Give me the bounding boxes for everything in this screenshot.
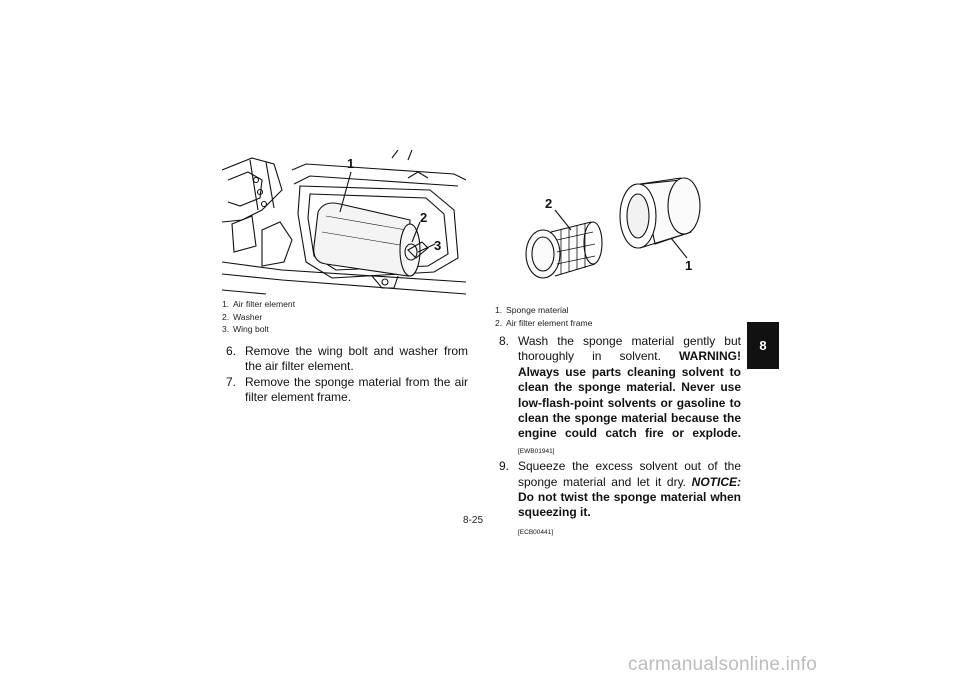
callout-1: 1 <box>685 258 693 273</box>
caption-item: 1. Air filter element <box>222 299 296 309</box>
step-8: 8. Wash the sponge material gently but thoroughly in solvent. WARNING! Always use parts cleaning solvent to clean the sponge material. Never use low-flash-point solvents or gasoline to clean the sponge material because the engine could catch fire or explode. [EWB01941] <box>499 334 741 455</box>
warning-code: [EWB01941] <box>518 447 555 455</box>
right-figure-captions <box>495 304 592 329</box>
right-steps <box>495 334 741 540</box>
step-6: 6. Remove the wing bolt and washer from the air filter element. <box>226 344 468 374</box>
step-9: 9. Squeeze the excess solvent out of the sponge material and let it dry. NOTICE: Do not twist the sponge material when squeezing it. [ECB00441] <box>495 459 741 540</box>
step-7: 7. Remove the sponge material from the air filter element frame. <box>226 374 468 405</box>
air-filter-illustration <box>222 150 466 300</box>
warning-text: Always use parts cleaning solvent to clean the sponge material. Never use low-flash-point solvents or gasoline to clean the sponge material because the engine could catch fire or explode. <box>518 364 741 441</box>
sponge-and-frame-illustration <box>495 160 725 300</box>
watermark: carmanualsonline.info <box>628 654 818 675</box>
left-steps <box>222 344 468 406</box>
callout-2: 2 <box>545 196 553 211</box>
caption-item: 2. Washer <box>222 311 263 322</box>
warning-label: WARNING! <box>679 349 741 364</box>
callout-3: 3 <box>434 238 442 253</box>
chapter-tab: 8 <box>747 322 779 369</box>
callout-2: 2 <box>420 210 428 225</box>
page-number: 8-25 <box>463 515 484 526</box>
notice-text: Do not twist the sponge material when squeezing it. <box>518 490 741 520</box>
left-figure-captions <box>222 298 295 336</box>
caption-item: 2. Air filter element frame <box>495 317 593 328</box>
notice-code: [ECB00441] <box>518 528 554 536</box>
caption-item: 1. Sponge material <box>495 305 569 315</box>
callout-1: 1 <box>347 156 355 171</box>
notice-label: NOTICE: <box>691 474 741 489</box>
caption-item: 3. Wing bolt <box>222 324 269 334</box>
